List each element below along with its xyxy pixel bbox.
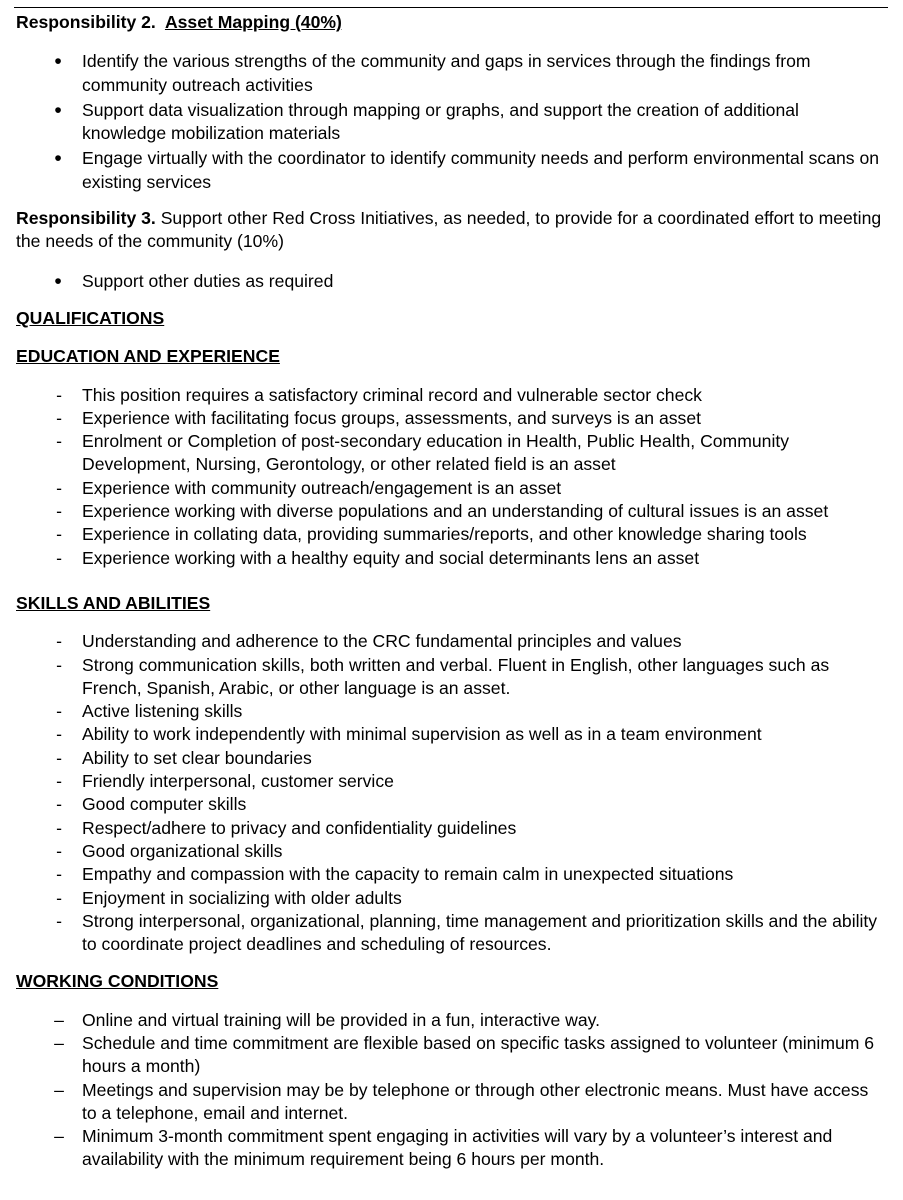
list-item xyxy=(16,723,882,746)
list-item xyxy=(16,547,882,570)
skills-list xyxy=(16,630,882,956)
list-item-text: Ability to work independently with minimal supervision as well as in a team environment xyxy=(82,724,762,745)
list-item xyxy=(16,630,882,653)
responsibility-3-label: Responsibility 3. xyxy=(16,208,156,229)
dash-icon: - xyxy=(56,724,62,745)
working-conditions-heading: WORKING CONDITIONS xyxy=(16,971,219,992)
list-item xyxy=(16,747,882,770)
list-item-text: Strong interpersonal, organizational, planning, time management and prioritization skills and the ability to coordinate project deadlines and scheduling of resources. xyxy=(82,910,878,955)
list-item xyxy=(16,147,882,194)
list-item xyxy=(16,384,882,407)
list-item xyxy=(16,430,882,477)
list-item xyxy=(16,793,882,816)
list-item xyxy=(16,407,882,430)
dash-icon: - xyxy=(56,794,62,815)
list-item-text: Meetings and supervision may be by telephone or through other electronic means. Must have access to a telephone, email and internet. xyxy=(82,1079,869,1123)
list-item xyxy=(16,500,882,523)
list-item xyxy=(16,887,882,910)
dash-icon: - xyxy=(56,407,62,428)
dash-icon: - xyxy=(56,701,62,722)
list-item-text: Understanding and adherence to the CRC fundamental principles and values xyxy=(82,631,682,652)
list-item xyxy=(16,523,882,546)
list-item-text: Experience with community outreach/engagement is an asset xyxy=(82,477,562,498)
list-item-text: Empathy and compassion with the capacity to remain calm in unexpected situations xyxy=(82,864,734,885)
dash-icon: – xyxy=(54,1032,64,1053)
dash-icon: - xyxy=(56,747,62,768)
working-conditions-list xyxy=(16,1009,882,1172)
dash-icon: - xyxy=(56,547,62,568)
dash-icon: - xyxy=(56,864,62,885)
list-item-text: Support data visualization through mapping or graphs, and support the creation of additional knowledge mobilization materials xyxy=(82,99,799,144)
list-item-text: Experience working with a healthy equity and social determinants lens an asset xyxy=(82,547,700,568)
list-item-text: Experience in collating data, providing summaries/reports, and other knowledge sharing tools xyxy=(82,524,807,545)
dash-icon: – xyxy=(54,1079,64,1100)
education-heading: EDUCATION AND EXPERIENCE xyxy=(16,346,280,367)
list-item xyxy=(16,270,882,293)
list-item xyxy=(16,817,882,840)
list-item-text: Good organizational skills xyxy=(82,840,283,861)
list-item xyxy=(16,1009,882,1032)
dash-icon: - xyxy=(56,477,62,498)
list-item-text: Minimum 3-month commitment spent engaging in activities will vary by a volunteer’s interest and availability with the minimum requirement being 6 hours per month. xyxy=(82,1126,833,1170)
responsibility-3-list xyxy=(16,270,882,293)
list-item xyxy=(16,99,882,146)
dash-icon: - xyxy=(56,501,62,522)
list-item-text: Active listening skills xyxy=(82,701,243,722)
list-item-text: Identify the various strengths of the community and gaps in services through the findings from community outreach activities xyxy=(82,51,811,95)
bullet-icon: • xyxy=(54,50,62,74)
list-item-text: Experience working with diverse populations and an understanding of cultural issues is an asset xyxy=(82,501,829,522)
top-rule xyxy=(14,7,888,8)
dash-icon: - xyxy=(56,524,62,545)
bullet-icon: • xyxy=(54,98,62,122)
dash-icon: - xyxy=(56,384,62,405)
dash-icon: - xyxy=(56,631,62,652)
list-item-text: Support other duties as required xyxy=(82,270,334,291)
list-item xyxy=(16,770,882,793)
responsibility-2-title: Asset Mapping (40%) xyxy=(164,12,342,32)
list-item xyxy=(16,654,882,701)
list-item-text: Ability to set clear boundaries xyxy=(82,747,312,768)
list-item-text: This position requires a satisfactory criminal record and vulnerable sector check xyxy=(82,384,702,405)
list-item-text: Engage virtually with the coordinator to identify community needs and perform environmental scans on existing services xyxy=(82,148,880,192)
skills-heading: SKILLS AND ABILITIES xyxy=(16,592,211,613)
list-item-text: Friendly interpersonal, customer service xyxy=(82,771,394,792)
list-item xyxy=(16,910,882,957)
dash-icon: – xyxy=(54,1009,64,1030)
bullet-icon: • xyxy=(54,269,62,293)
dash-icon: - xyxy=(56,431,62,452)
responsibility-3-paragraph xyxy=(16,207,882,254)
responsibility-2-heading xyxy=(16,11,882,34)
bullet-icon: • xyxy=(54,147,62,171)
dash-icon: – xyxy=(54,1126,64,1147)
education-list xyxy=(16,384,882,570)
list-item xyxy=(16,477,882,500)
list-item-text: Good computer skills xyxy=(82,794,247,815)
list-item xyxy=(16,863,882,886)
responsibility-2-label: Responsibility 2. xyxy=(16,12,156,32)
dash-icon: - xyxy=(56,771,62,792)
list-item xyxy=(16,700,882,723)
list-item xyxy=(16,1079,882,1126)
dash-icon: - xyxy=(56,817,62,838)
list-item-text: Online and virtual training will be provided in a fun, interactive way. xyxy=(82,1009,600,1030)
qualifications-heading: QUALIFICATIONS xyxy=(16,307,165,328)
list-item-text: Enjoyment in socializing with older adults xyxy=(82,887,402,908)
list-item xyxy=(16,1032,882,1079)
dash-icon: - xyxy=(56,910,62,931)
list-item-text: Schedule and time commitment are flexible based on specific tasks assigned to volunteer (minimum 6 hours a month) xyxy=(82,1032,875,1077)
list-item-text: Strong communication skills, both written and verbal. Fluent in English, other languages such as French, Spanish, Arabic, or other language is an asset. xyxy=(82,654,830,698)
list-item-text: Respect/adhere to privacy and confidentiality guidelines xyxy=(82,817,517,838)
dash-icon: - xyxy=(56,654,62,675)
list-item xyxy=(16,1125,882,1172)
responsibility-2-list xyxy=(16,50,882,194)
document-page xyxy=(16,11,882,1172)
list-item xyxy=(16,50,882,97)
list-item-text: Enrolment or Completion of post-secondary education in Health, Public Health, Community Development, Nursing, Gerontology, or other related field is an asset xyxy=(82,431,790,475)
responsibility-3-text: Support other Red Cross Initiatives, as needed, to provide for a coordinated effort to meeting the needs of the community (10%) xyxy=(16,208,882,252)
list-item-text: Experience with facilitating focus groups, assessments, and surveys is an asset xyxy=(82,407,702,428)
list-item xyxy=(16,840,882,863)
dash-icon: - xyxy=(56,840,62,861)
dash-icon: - xyxy=(56,887,62,908)
